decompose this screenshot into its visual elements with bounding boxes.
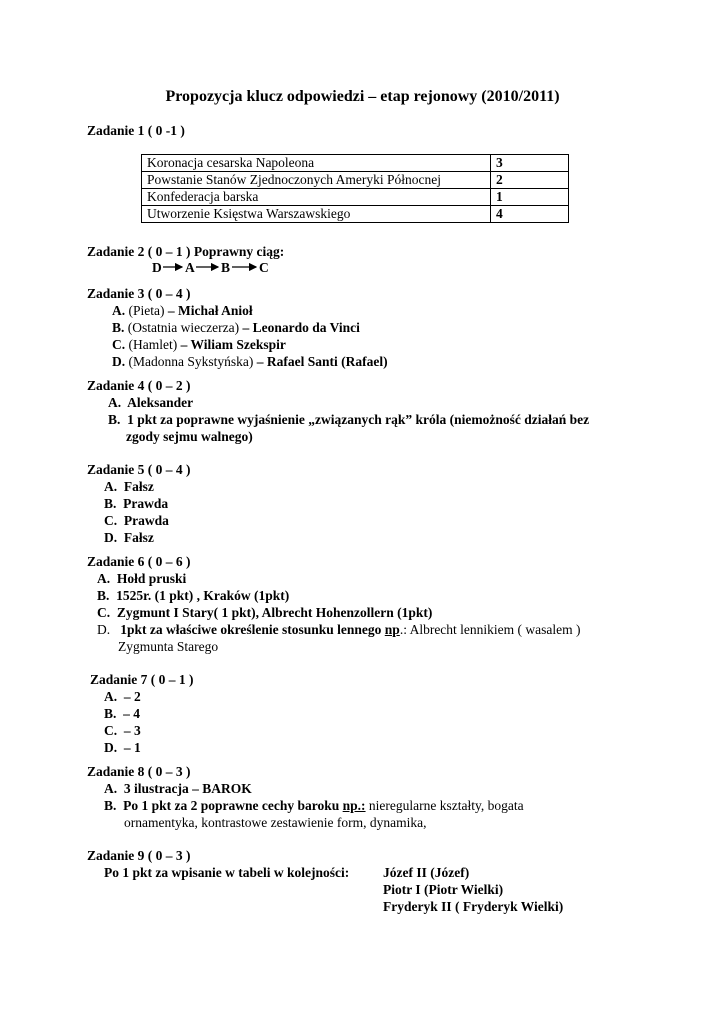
list-item: C. Prawda	[104, 513, 169, 528]
list-item: B. Prawda	[104, 496, 169, 511]
order-cell: 4	[491, 206, 569, 223]
page-title: Propozycja klucz odpowiedzi – etap rejonowy (2010/2011)	[165, 88, 560, 105]
list-item: A. Hołd pruski	[97, 571, 187, 586]
sequence-arrows	[152, 259, 282, 277]
sequence-letter: C	[259, 260, 269, 275]
event-cell: Utworzenie Księstwa Warszawskiego	[142, 206, 491, 223]
list-item: B. (Ostatnia wieczerza) – Leonardo da Vinci	[112, 320, 360, 335]
list-item-continuation: Zygmunta Starego	[118, 639, 219, 654]
list-item: A. 3 ilustracja – BAROK	[104, 781, 252, 796]
task-5-heading: Zadanie 5 ( 0 – 4 )	[87, 462, 191, 477]
list-item: B. – 4	[104, 706, 141, 721]
sequence-letter: A	[185, 260, 195, 275]
list-item: D. – 1	[104, 740, 141, 755]
order-cell: 2	[491, 172, 569, 189]
task-3-heading: Zadanie 3 ( 0 – 4 )	[87, 286, 191, 301]
event-cell: Konfederacja barska	[142, 189, 491, 206]
sequence-letter: D	[152, 260, 162, 275]
task-7-heading: Zadanie 7 ( 0 – 1 )	[90, 672, 194, 687]
event-cell: Powstanie Stanów Zjednoczonych Ameryki Północnej	[142, 172, 491, 189]
list-item-continuation: zgody sejmu walnego)	[126, 429, 253, 444]
table-row	[142, 189, 569, 206]
list-item: B. 1525r. (1 pkt) , Kraków (1pkt)	[97, 588, 290, 603]
task-9-heading: Zadanie 9 ( 0 – 3 )	[87, 848, 191, 863]
list-item: C. Zygmunt I Stary( 1 pkt), Albrecht Hohenzollern (1pkt)	[97, 605, 433, 620]
sequence-diagram	[152, 259, 282, 281]
list-item: C. (Hamlet) – Wiliam Szekspir	[112, 337, 286, 352]
list-item: D. 1pkt za właściwe określenie stosunku lennego np.: Albrecht lennikiem ( wasalem )	[97, 622, 581, 637]
table-row	[142, 155, 569, 172]
answer-item: Fryderyk II ( Fryderyk Wielki)	[383, 899, 564, 914]
table-row	[142, 206, 569, 223]
list-item: A. Aleksander	[108, 395, 194, 410]
list-item: B. Po 1 pkt za 2 poprawne cechy baroku np.: nieregularne kształty, bogata	[104, 798, 524, 813]
list-item: D. Fałsz	[104, 530, 154, 545]
list-item: A. (Pieta) – Michał Anioł	[112, 303, 253, 318]
order-cell: 3	[491, 155, 569, 172]
answer-item: Józef II (Józef)	[383, 865, 470, 880]
sequence-letter: B	[221, 260, 231, 275]
task-6-heading: Zadanie 6 ( 0 – 6 )	[87, 554, 191, 569]
list-item-continuation: ornamentyka, kontrastowe zestawienie form, dynamika,	[124, 815, 427, 830]
list-item: C. – 3	[104, 723, 141, 738]
task-1-heading: Zadanie 1 ( 0 -1 )	[87, 123, 185, 138]
order-cell: 1	[491, 189, 569, 206]
list-item: B. 1 pkt za poprawne wyjaśnienie „związanych rąk” króla (niemożność działań bez	[108, 412, 590, 427]
list-item: A. Fałsz	[104, 479, 154, 494]
task-2-heading: Zadanie 2 ( 0 – 1 ) Poprawny ciąg:	[87, 244, 285, 259]
answer-item: Piotr I (Piotr Wielki)	[383, 882, 504, 897]
task-1-table	[141, 154, 569, 223]
list-item: A. – 2	[104, 689, 141, 704]
table-row	[142, 172, 569, 189]
event-cell: Koronacja cesarska Napoleona	[142, 155, 491, 172]
task-8-heading: Zadanie 8 ( 0 – 3 )	[87, 764, 191, 779]
list-item: D. (Madonna Sykstyńska) – Rafael Santi (Rafael)	[112, 354, 388, 369]
task-4-heading: Zadanie 4 ( 0 – 2 )	[87, 378, 191, 393]
task-9-intro: Po 1 pkt za wpisanie w tabeli w kolejności:	[104, 865, 350, 880]
